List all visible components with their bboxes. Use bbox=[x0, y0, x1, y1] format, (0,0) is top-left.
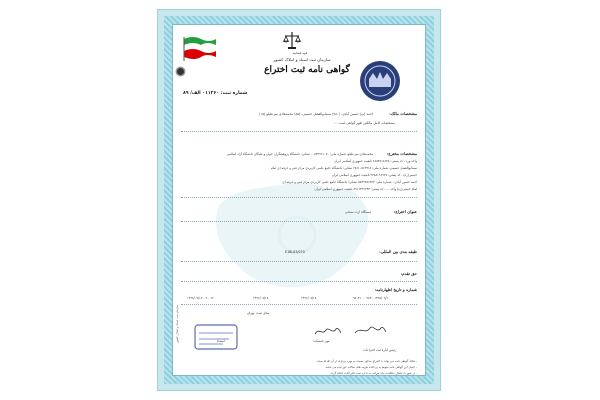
divider bbox=[181, 261, 417, 262]
inventor-line-1: محمدهادی میرعلیلو، شماره ملی: ۰۰۸۳۲۹۶۱۰۷۰ نشانی: دانشگاه پژوهشگران جوان و نخبگان دانشگاه آزاد اسلامی bbox=[226, 152, 373, 156]
sign-label-mid: مهر دانشکده bbox=[313, 339, 330, 343]
owner-line-1: احمد (پ) حسین آبادی، (۲۸۰) سیدابوالفضل حسینی، (۸۵) محمدهادی میرعلیلو (۱۵) bbox=[259, 112, 373, 116]
date-value-2: ۱۳۹۶/۰۷/۱۸ bbox=[301, 296, 317, 300]
judiciary-label: قوه قضاییه bbox=[292, 51, 308, 55]
dates-label: شماره و تاریخ اظهارنامه: bbox=[374, 287, 417, 292]
priority-label: حق تقدم: bbox=[400, 271, 417, 276]
divider bbox=[181, 281, 417, 282]
classification-value: E16L03/070 bbox=[285, 250, 305, 254]
divider bbox=[181, 304, 417, 305]
date-value-1: ۹۵۰۴۱۰۰۰۹۸۳ - ۱۳۹۵/۰۹/۱۰ bbox=[353, 296, 390, 300]
divider bbox=[181, 197, 417, 198]
inventor-line-3: سیدابوالفضل حسینی، شماره ملی: ۲۸۶۱۰۵۶۳۹۱۸ نشانی: دانشگاه جامع علمی کاربردی مرکز فنی و حرفه ای امام bbox=[270, 166, 417, 170]
inventor-line-5: احمد حسین آبادی ، شماره ملی: ۵۵۳۹۳۸۶۷۳۳ نشانی: دانشگاه جامع علمی کاربردی مرکز فنی و حرفه ای bbox=[282, 180, 417, 184]
sign-label-right: رئیس اداره ثبت اختراعات bbox=[363, 348, 397, 352]
classification-label: طبقه بندی بین المللی: bbox=[379, 249, 417, 254]
signature-icon bbox=[353, 323, 387, 337]
footnote-2: - اعتبار این گواهی نامه منوط به پرداخت هزینه های سالانه حق ثبت می باشد. bbox=[324, 365, 417, 369]
blue-stamp-icon bbox=[193, 323, 239, 351]
registration-place: محل ثبت: تهران bbox=[247, 311, 270, 315]
divider bbox=[181, 131, 417, 132]
invention-title-label: عنوان اختراع: bbox=[393, 209, 417, 214]
footnote-3: - در صورت انتقال مالکیت، باید مراتب به اداره ثبت اختراعات اعلام گردد. bbox=[329, 371, 417, 375]
patent-certificate bbox=[158, 10, 440, 390]
certificate-paper bbox=[172, 24, 426, 376]
owner-line-2: مشخصات کامل مالکین ظهر گواهی است ... bbox=[334, 121, 395, 125]
judiciary-emblem-icon bbox=[281, 29, 303, 51]
sign-label-left: امضاء bbox=[217, 339, 225, 343]
inventor-line-4: خمینی(ره) ، کد پستی: ۲۴۵۸۱۹۶۹۲۷ تابعیت جمهوری اسلامی ایران bbox=[331, 173, 417, 177]
certificate-title: گواهی نامه ثبت اختراع bbox=[264, 65, 350, 75]
date-value-3: ۱۳۹۶/۰۷/۱۸ bbox=[253, 296, 269, 300]
organization-name: سازمان ثبت اسناد و املاک کشور bbox=[273, 57, 331, 62]
registry-seal-icon bbox=[357, 59, 403, 103]
iran-map-watermark-icon bbox=[209, 175, 379, 295]
owner-label: مشخصات مالک: bbox=[389, 111, 417, 116]
inventor-label: مشخصات مخترع: bbox=[386, 151, 417, 156]
signature-icon bbox=[313, 325, 343, 337]
footnote-1: - مالک گواهی نامه می تواند با اختراع مذکور نسبت به بهره برداری از آن اقدام نماید. bbox=[316, 359, 417, 363]
divider bbox=[181, 221, 417, 222]
inventor-line-2: واحد ورد ، کد پستی: ۸۶۵۳۸۱۸۶۲۸ تابعیت جمهوری اسلامی ایران bbox=[334, 159, 417, 163]
iran-flag-icon bbox=[183, 35, 217, 61]
side-text: سازمان ثبت اسناد و املاک کشور bbox=[175, 304, 179, 343]
inventor-line-6: امام خمینی(ره) واحد ... ، کد پستی: ۸۹۱۶۳۹۹۲۴۳ تابعیت جمهوری اسلامی ایران bbox=[314, 187, 417, 191]
date-value-4: ۱۳۹۸/۰۷/۱۷ - ۹۰۰۱۲ bbox=[187, 296, 214, 300]
invention-title-value: دستگاه ارت سنجی bbox=[344, 210, 371, 214]
punch-hole bbox=[177, 68, 184, 75]
certificate-number: شماره ثبت: ۰۱۱۲۶۰ الف/ ۸۹ bbox=[183, 91, 248, 96]
